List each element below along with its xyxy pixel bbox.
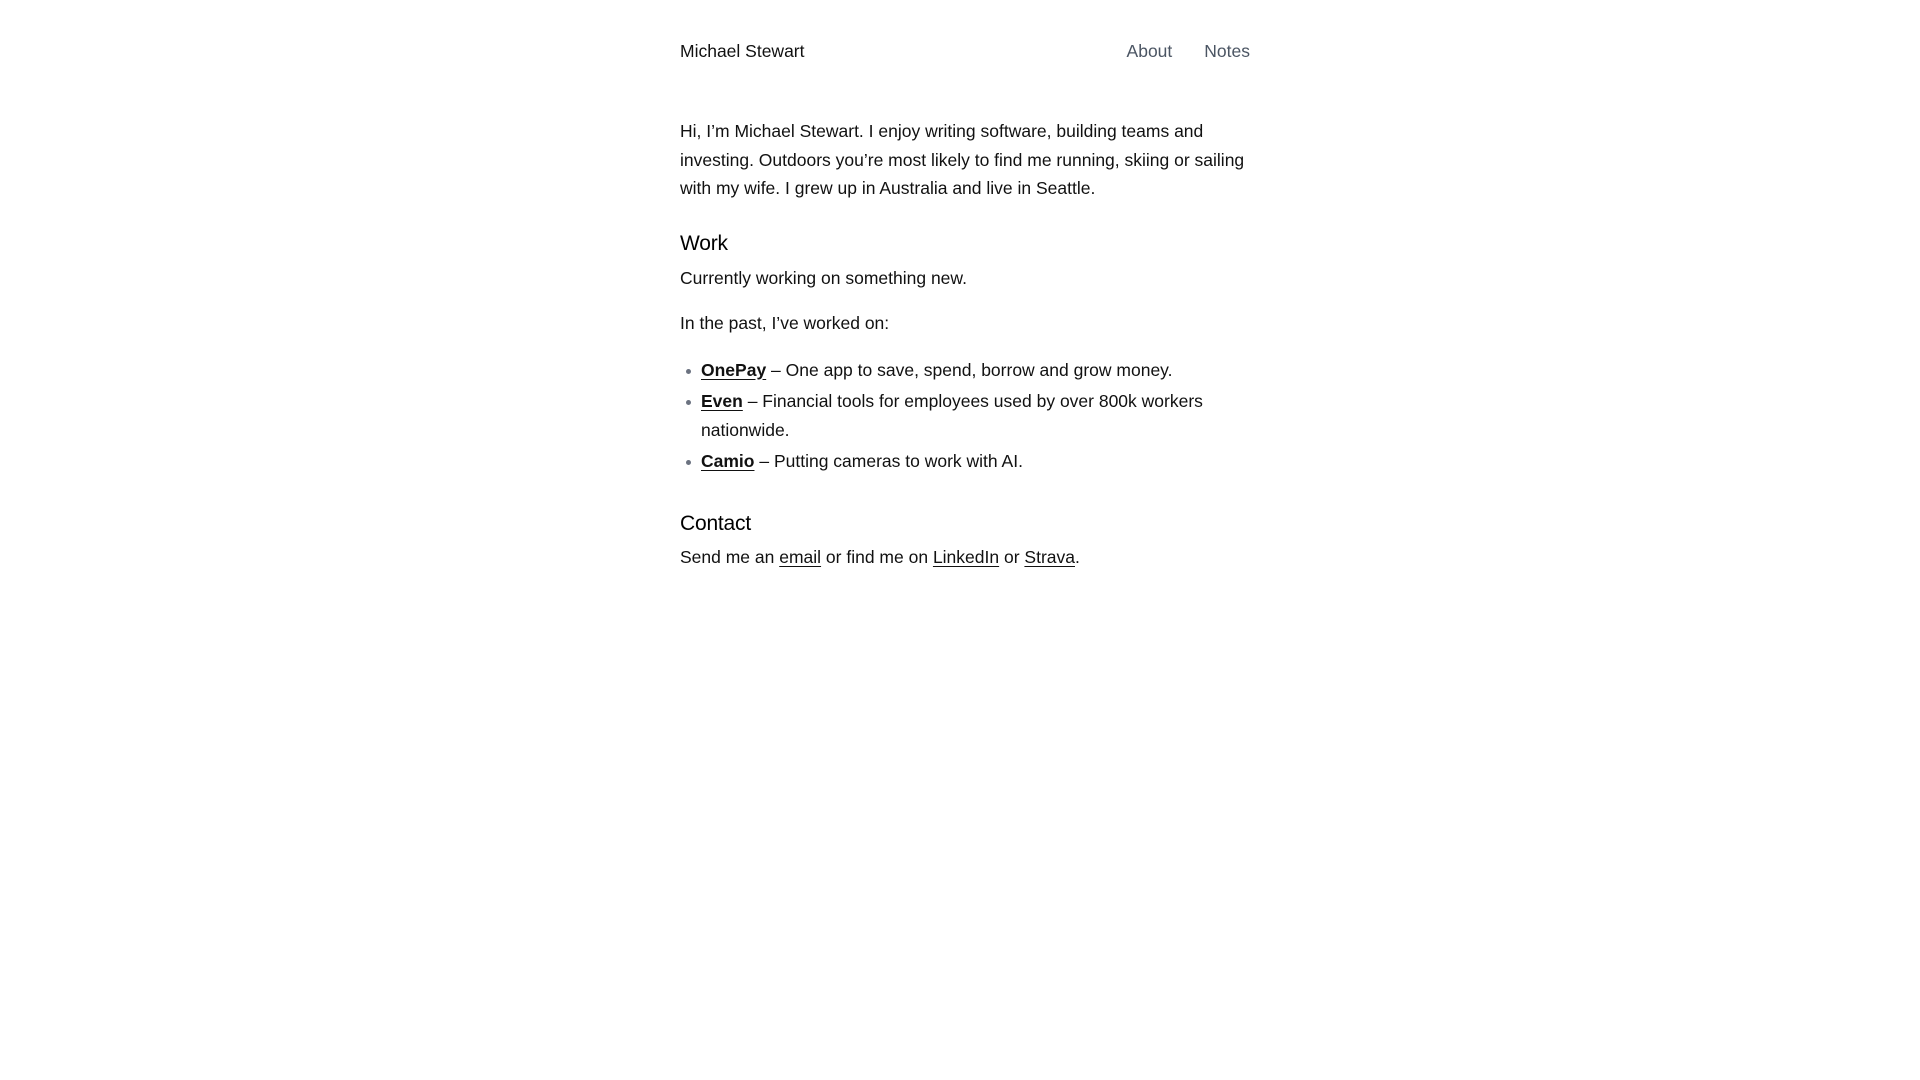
project-list [680, 356, 1250, 476]
work-section [680, 230, 1250, 476]
contact-suffix: . [1074, 546, 1080, 567]
list-item-camio [701, 447, 1250, 476]
contact-prefix: Send me an [680, 546, 780, 567]
list-item-onepay [701, 356, 1250, 385]
nav-link-about[interactable]: About [1126, 41, 1173, 61]
contact-text [680, 543, 1250, 572]
work-current-text: Currently working on something new. [680, 267, 967, 288]
project-link-even[interactable]: Even [701, 391, 743, 411]
work-heading: Work [680, 231, 728, 255]
project-link-onepay[interactable]: OnePay [701, 359, 767, 380]
intro-paragraph: Hi, I’m Michael Stewart. I enjoy writing software, building teams and investing. Outdoors you’re most likely to find me running, skiing or sailing with my wife. I grew up in Australia and live in Seattle. [680, 121, 1245, 198]
email-link[interactable]: email [779, 546, 822, 567]
page-container [680, 0, 1250, 571]
linkedin-link[interactable]: LinkedIn [932, 546, 1000, 567]
site-header [680, 0, 1250, 100]
project-description-onepay: – One app to save, spend, borrow and grow money. [766, 359, 1173, 380]
list-item-even [701, 387, 1250, 444]
contact-section [680, 510, 1250, 572]
site-name-link[interactable]: Michael Stewart [680, 41, 805, 61]
project-description-camio: – Putting cameras to work with AI. [754, 451, 1023, 471]
work-past-intro: In the past, I’ve worked on: [680, 313, 890, 333]
nav-link-notes[interactable]: Notes [1204, 41, 1250, 61]
strava-link[interactable]: Strava [1024, 546, 1075, 567]
main-nav [1127, 37, 1250, 65]
project-link-camio[interactable]: Camio [701, 451, 755, 471]
project-description-even: – Financial tools for employees used by over 800k workers nationwide. [701, 391, 1203, 440]
contact-heading: Contact [680, 511, 751, 535]
main-content [680, 117, 1250, 571]
contact-or: or [999, 546, 1025, 567]
contact-middle: or find me on [821, 546, 933, 567]
